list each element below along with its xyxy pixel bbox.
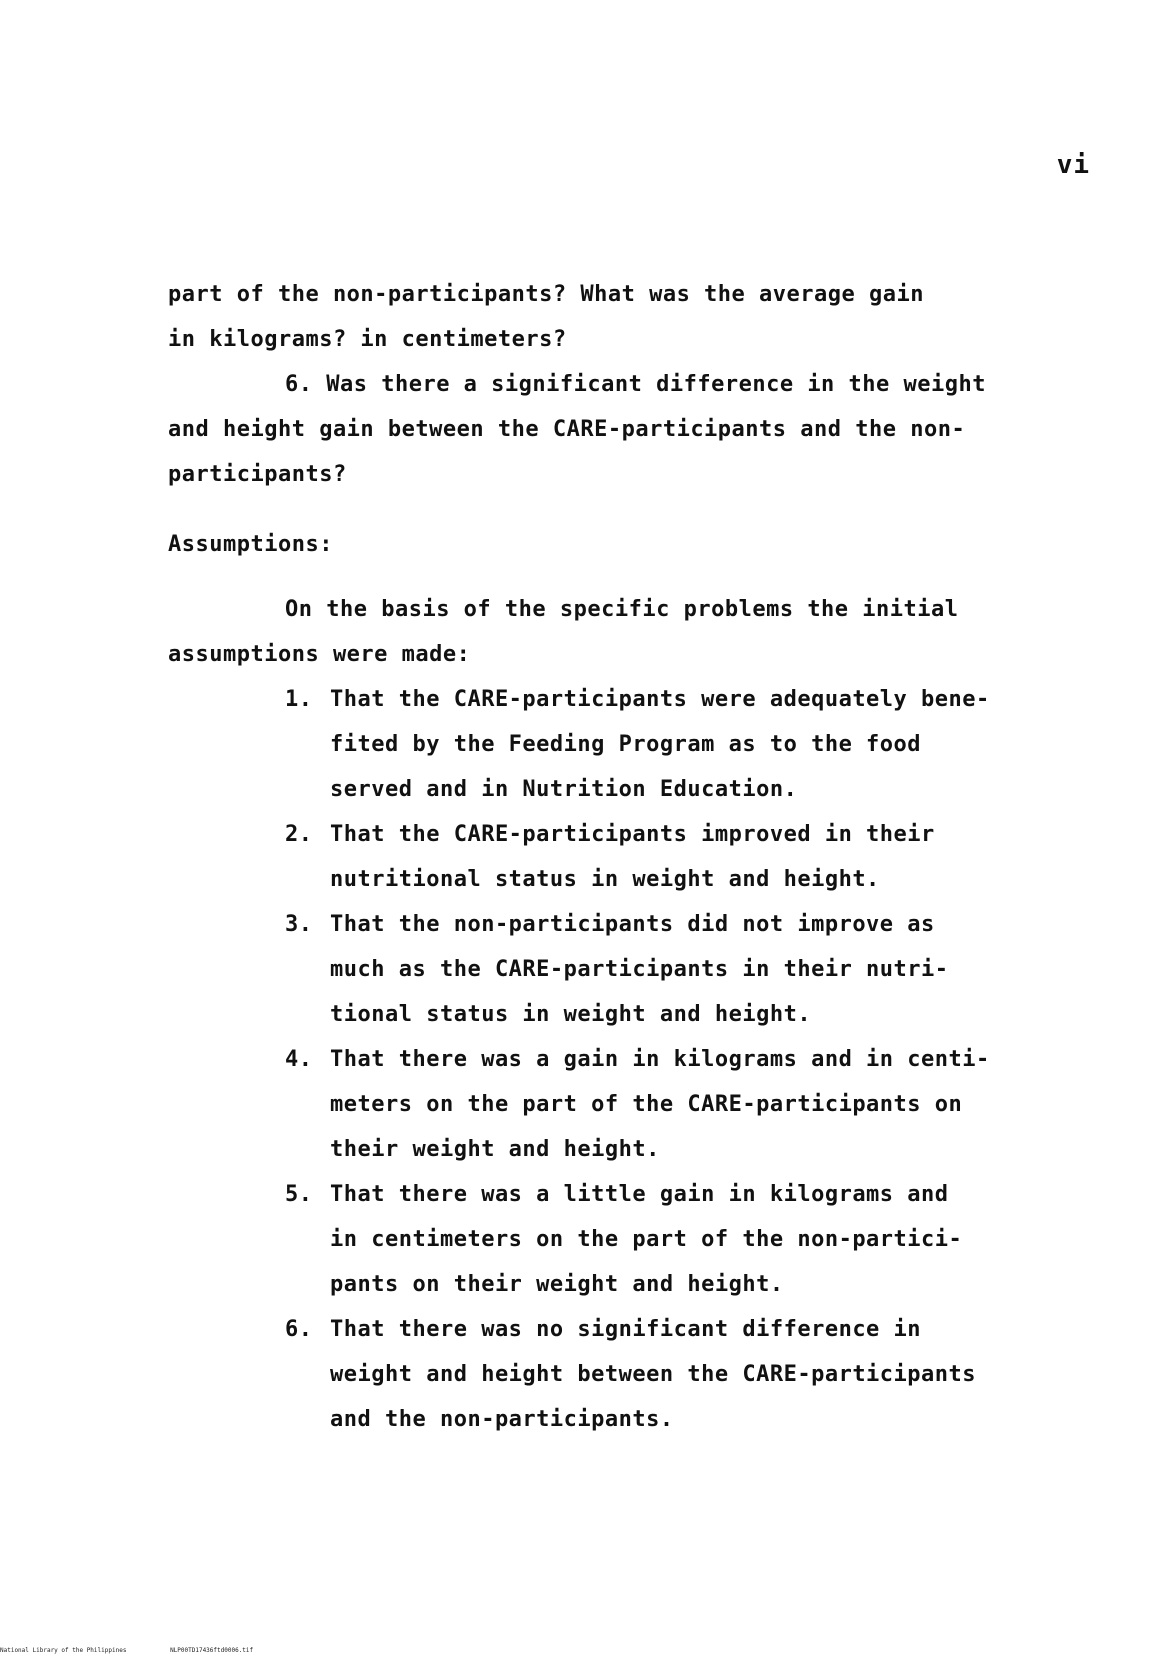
assumption-line: served and in Nutrition Education. <box>330 777 798 802</box>
assumption-line: and the non-participants. <box>330 1407 674 1432</box>
intro-line: part of the non-participants? What was the average gain <box>168 282 924 307</box>
assumption-number: 5. <box>285 1182 313 1207</box>
assumptions-heading: Assumptions: <box>168 532 333 557</box>
assumption-line: nutritional status in weight and height. <box>330 867 880 892</box>
assumption-line: meters on the part of the CARE-participants on <box>330 1092 963 1117</box>
assumption-number: 6. <box>285 1317 313 1342</box>
assumption-number: 3. <box>285 912 313 937</box>
assumption-line: That the non-participants did not improve as <box>330 912 935 937</box>
assumption-line: That there was a gain in kilograms and in centi- <box>330 1047 990 1072</box>
assumption-line: fited by the Feeding Program as to the food <box>330 732 922 757</box>
assumption-number: 2. <box>285 822 313 847</box>
assumption-line: pants on their weight and height. <box>330 1272 784 1297</box>
assumption-number: 4. <box>285 1047 313 1072</box>
footer-library: National Library of the Philippines <box>0 1647 127 1654</box>
assumption-line: That there was a little gain in kilograms and <box>330 1182 949 1207</box>
assumption-line: That the CARE-participants were adequately bene- <box>330 687 990 712</box>
page-number: vi <box>1056 150 1090 180</box>
assumption-line: That the CARE-participants improved in their <box>330 822 935 847</box>
assumption-line: weight and height between the CARE-participants <box>330 1362 977 1387</box>
scan-footer <box>0 1647 293 1654</box>
assumption-item-4 <box>285 1037 1048 1172</box>
assumptions-list <box>168 677 1048 1442</box>
question-six-line: and height gain between the CARE-participants and the non- <box>168 417 966 442</box>
footer-file: NLP00TD17436ftd0006.tif <box>170 1647 254 1654</box>
assumption-item-6 <box>285 1307 1048 1442</box>
paragraph-line: assumptions were made: <box>168 642 471 667</box>
paragraph-line: On the basis of the specific problems the initial <box>285 597 959 622</box>
assumption-number: 1. <box>285 687 313 712</box>
assumption-line: their weight and height. <box>330 1137 660 1162</box>
page-body <box>168 272 1048 1442</box>
question-six-line: 6. Was there a significant difference in the weight <box>285 372 987 397</box>
assumption-item-1 <box>285 677 1048 812</box>
assumption-line: tional status in weight and height. <box>330 1002 812 1027</box>
assumption-item-3 <box>285 902 1048 1037</box>
assumption-line: That there was no significant difference in <box>330 1317 922 1342</box>
question-six-line: participants? <box>168 462 347 487</box>
intro-line: in kilograms? in centimeters? <box>168 327 567 352</box>
assumption-line: in centimeters on the part of the non-partici- <box>330 1227 963 1252</box>
assumption-item-5 <box>285 1172 1048 1307</box>
assumption-line: much as the CARE-participants in their nutri- <box>330 957 949 982</box>
assumption-item-2 <box>285 812 1048 902</box>
